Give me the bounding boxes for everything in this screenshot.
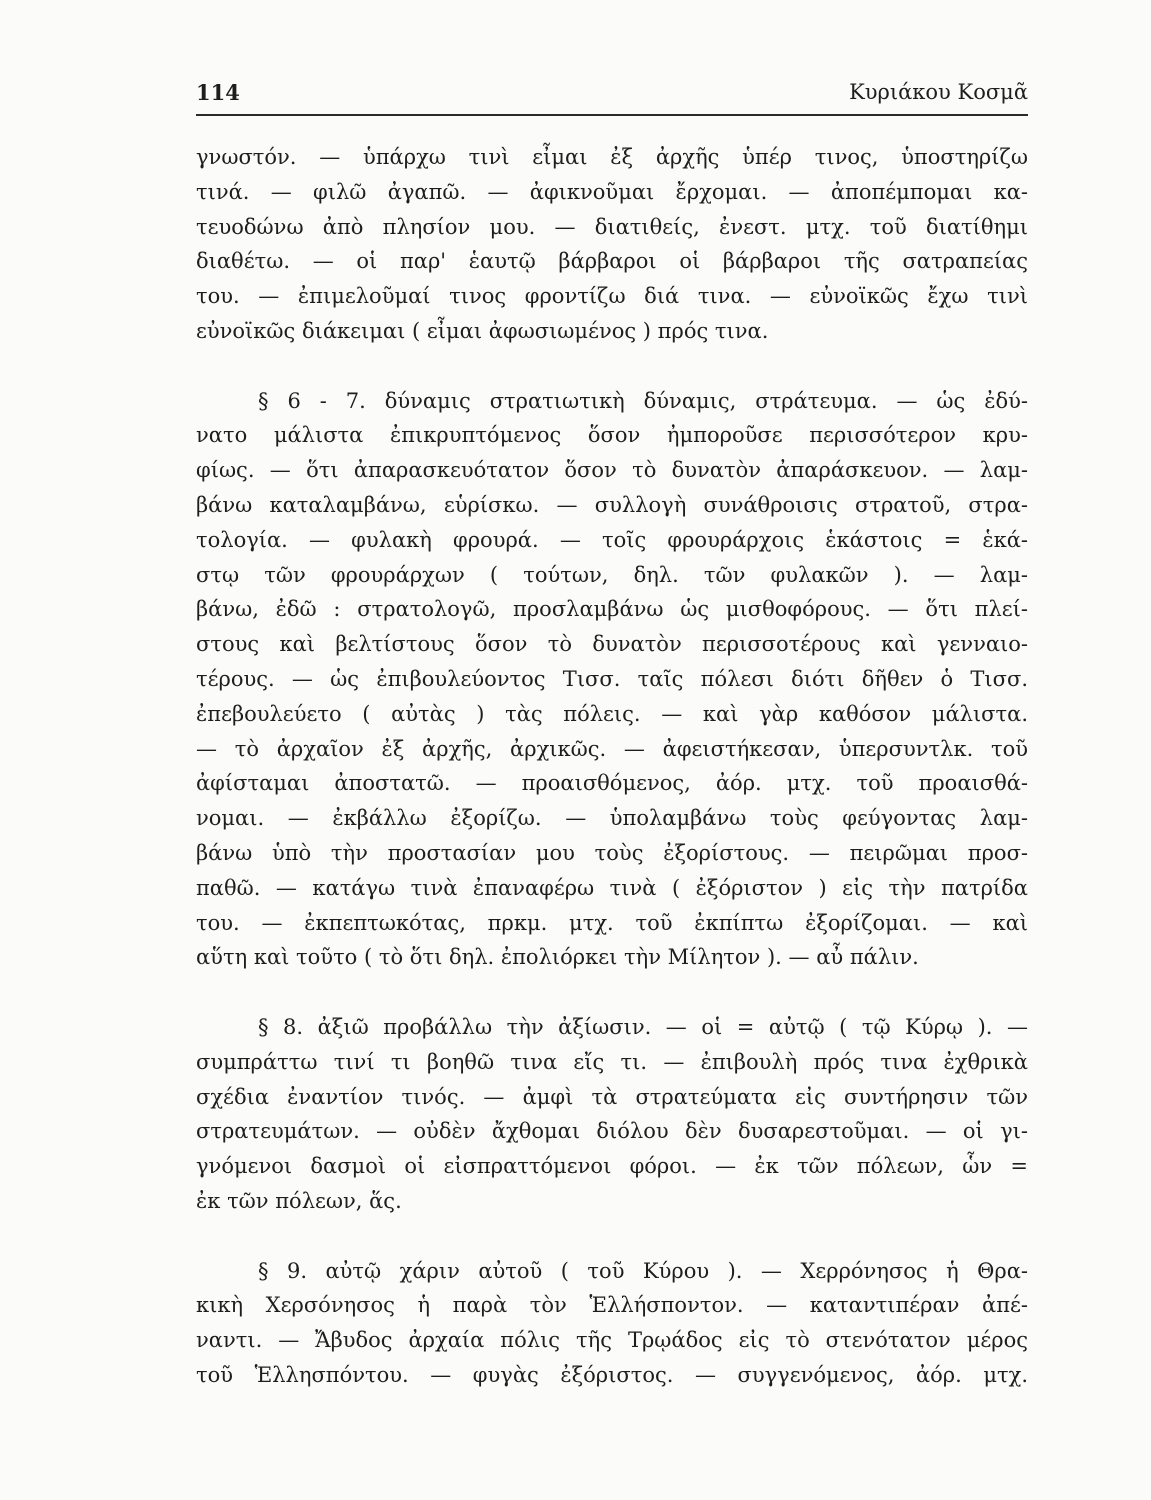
text-line: νατο μάλιστα ἐπικρυπτόμενος ὅσον ἠμποροῦσε περισσότερον κρυ- [196, 423, 1028, 448]
paragraph-1 [196, 140, 1028, 349]
text-line: εὐνοϊκῶς διάκειμαι ( εἶμαι ἀφωσιωμένος ) πρός τινα. [196, 318, 769, 343]
text-line: βάνω καταλαμβάνω, εὑρίσκω. — συλλογὴ συνάθροισις στρατοῦ, στρα- [196, 492, 1028, 517]
text-line: διαθέτω. — οἱ παρ' ἑαυτῷ βάρβαροι οἱ βάρβαροι τῆς σατραπείας [196, 249, 1028, 274]
paragraph-section-9 [196, 1254, 1028, 1393]
text-line: του. — ἐκπεπτωκότας, πρκμ. μτχ. τοῦ ἐκπίπτω ἐξορίζομαι. — καὶ [196, 910, 1028, 935]
text-line: — τὸ ἀρχαῖον ἐξ ἀρχῆς, ἀρχικῶς. — ἀφειστήκεσαν, ὑπερσυντλκ. τοῦ [196, 736, 1028, 761]
text-line: φίως. — ὅτι ἀπαρασκευότατον ὅσον τὸ δυνατὸν ἀπαράσκευον. — λαμ- [196, 458, 1028, 483]
page-header [196, 78, 1028, 116]
text-line: ἐκ τῶν πόλεων, ἅς. [196, 1188, 402, 1213]
text-line: συμπράττω τινί τι βοηθῶ τινα εἴς τι. — ἐπιβουλὴ πρός τινα ἐχθρικὰ [196, 1049, 1028, 1074]
text-line: στρατευμάτων. — οὐδὲν ἄχθομαι διόλου δὲν δυσαρεστοῦμαι. — οἱ γι- [196, 1119, 1028, 1144]
running-head: Κυριάκου Κοσμᾶ [849, 80, 1028, 104]
text-line: § 9. αὐτῷ χάριν αὐτοῦ ( τοῦ Κύρου ). — Χερρόνησος ἡ Θρα- [258, 1258, 1028, 1283]
text-line: σχέδια ἐναντίον τινός. — ἀμφὶ τὰ στρατεύματα εἰς συντήρησιν τῶν [196, 1084, 1028, 1109]
text-line: στους καὶ βελτίστους ὅσον τὸ δυνατὸν περισσοτέρους καὶ γενναιο- [196, 632, 1028, 657]
text-line: τολογία. — φυλακὴ φρουρά. — τοῖς φρουράρχοις ἑκάστοις = ἑκά- [196, 527, 1028, 552]
text-line: νομαι. — ἐκβάλλω ἐξορίζω. — ὑπολαμβάνω τοὺς φεύγοντας λαμ- [196, 806, 1028, 831]
text-line: τοῦ Ἑλλησπόντου. — φυγὰς ἐξόριστος. — συγγενόμενος, ἀόρ. μτχ. [196, 1362, 1028, 1387]
text-line: γνόμενοι δασμοὶ οἱ εἰσπραττόμενοι φόροι. — ἐκ τῶν πόλεων, ὧν = [196, 1154, 1028, 1179]
text-line: § 6 - 7. δύναμις στρατιωτικὴ δύναμις, στράτευμα. — ὡς ἐδύ- [258, 388, 1028, 413]
text-line: τινά. — φιλῶ ἀγαπῶ. — ἀφικνοῦμαι ἔρχομαι. — ἀποπέμπομαι κα- [196, 179, 1028, 204]
text-line: αὕτη καὶ τοῦτο ( τὸ ὅτι δηλ. ἐπολιόρκει τὴν Μίλητον ). — αὖ πάλιν. [196, 945, 919, 970]
text-line: ναντι. — Ἄβυδος ἀρχαία πόλις τῆς Τρῳάδος εἰς τὸ στενότατον μέρος [196, 1328, 1028, 1353]
commentary-body [196, 140, 1028, 1393]
text-line: γνωστόν. — ὑπάρχω τινὶ εἶμαι ἐξ ἀρχῆς ὑπέρ τινος, ὑποστηρίζω [196, 145, 1028, 169]
text-line: § 8. ἀξιῶ προβάλλω τὴν ἀξίωσιν. — οἱ = αὐτῷ ( τῷ Κύρῳ ). — [258, 1014, 1028, 1039]
text-line: βάνω, ἐδῶ : στρατολογῶ, προσλαμβάνω ὡς μισθοφόρους. — ὅτι πλεί- [196, 597, 1028, 622]
paragraph-section-8 [196, 1010, 1028, 1219]
text-line: ἐπεβουλεύετο ( αὐτὰς ) τὰς πόλεις. — καὶ γὰρ καθόσον μάλιστα. [196, 701, 1028, 726]
page-number: 114 [196, 80, 240, 105]
text-line: βάνω ὑπὸ τὴν προστασίαν μου τοὺς ἐξορίστους. — πειρῶμαι προσ- [196, 840, 1028, 865]
text-line: ἀφίσταμαι ἀποστατῶ. — προαισθόμενος, ἀόρ. μτχ. τοῦ προαισθά- [196, 771, 1028, 796]
text-line: τέρους. — ὡς ἐπιβουλεύοντος Τισσ. ταῖς πόλεσι διότι δῆθεν ὁ Τισσ. [196, 666, 1028, 691]
text-line: παθῶ. — κατάγω τινὰ ἐπαναφέρω τινὰ ( ἐξόριστον ) εἰς τὴν πατρίδα [196, 875, 1028, 900]
text-line: στῳ τῶν φρουράρχων ( τούτων, δηλ. τῶν φυλακῶν ). — λαμ- [196, 562, 1028, 587]
paragraph-section-6-7 [196, 384, 1028, 976]
text-line: τευοδώνω ἀπὸ πλησίον μου. — διατιθείς, ἐνεστ. μτχ. τοῦ διατίθημι [196, 214, 1028, 239]
text-line: του. — ἐπιμελοῦμαί τινος φροντίζω διά τινα. — εὐνοϊκῶς ἔχω τινὶ [196, 284, 1028, 309]
text-line: κικὴ Χερσόνησος ἡ παρὰ τὸν Ἑλλήσποντον. — καταντιπέραν ἀπέ- [196, 1293, 1028, 1318]
